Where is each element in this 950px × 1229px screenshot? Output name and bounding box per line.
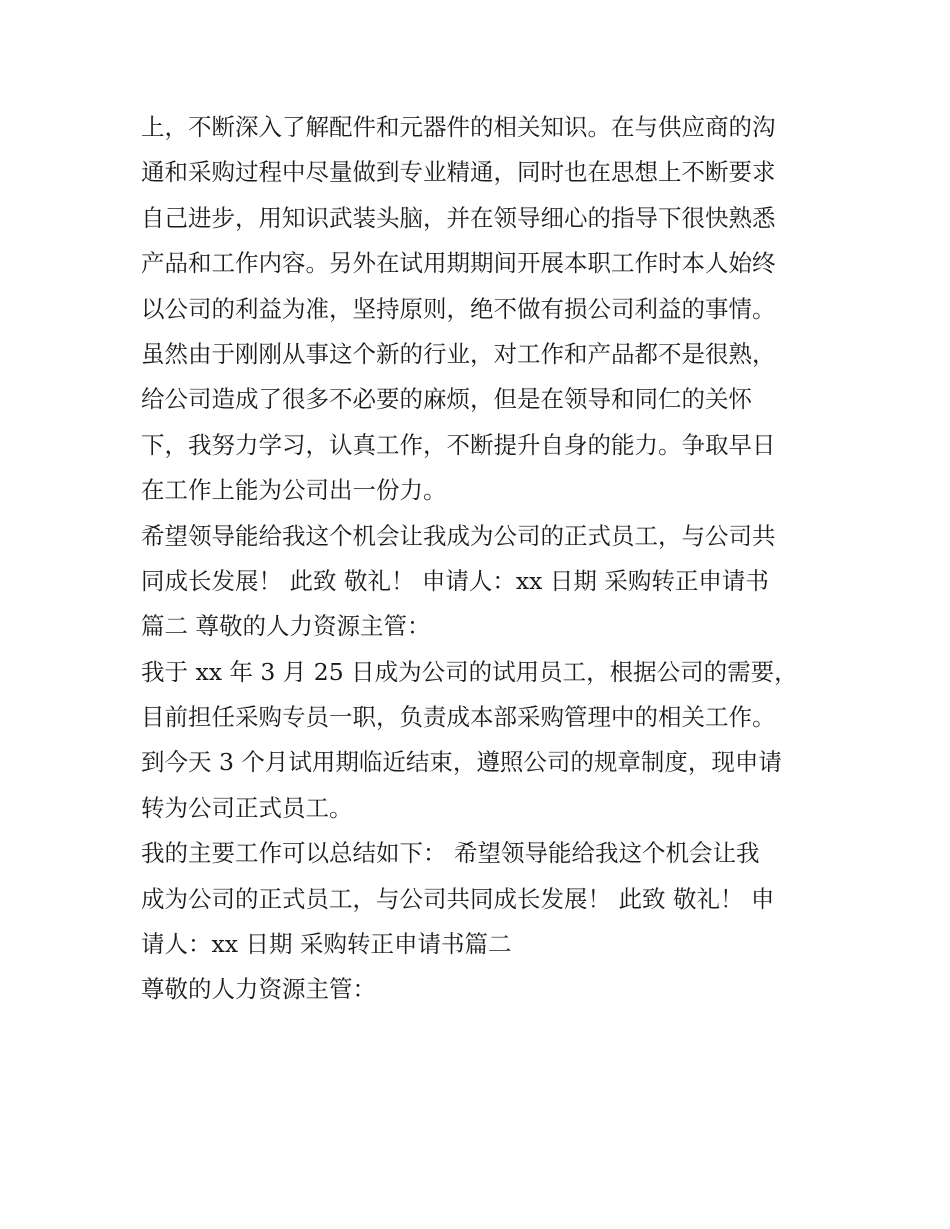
text-line: 成为公司的正式员工，与公司共同成长发展！ 此致 敬礼！ 申: [141, 884, 775, 913]
text-line: 篇二 尊敬的人力资源主管：: [141, 612, 431, 641]
document-body: [141, 105, 821, 1013]
text-line: 通和采购过程中尽量做到专业精通，同时也在思想上不断要求: [141, 158, 776, 187]
text-line: 我的主要工作可以总结如下： 希望领导能给我这个机会让我: [141, 839, 760, 868]
text-line: 虽然由于刚刚从事这个新的行业，对工作和产品都不是很熟，: [141, 339, 776, 368]
text-line: 在工作上能为公司出一份力。: [141, 476, 447, 505]
text-line: 尊敬的人力资源主管：: [141, 975, 376, 1004]
text-line: 转为公司正式员工。: [141, 793, 353, 822]
text-line: 上，不断深入了解配件和元器件的相关知识。在与供应商的沟: [141, 113, 776, 141]
text-line: 给公司造成了很多不必要的麻烦，但是在领导和同仁的关怀: [141, 385, 752, 414]
text-line: 到今天 3 个月试用期临近结束，遵照公司的规章制度，现申请: [141, 748, 782, 777]
text-line: 目前担任采购专员一职，负责成本部采购管理中的相关工作。: [141, 703, 776, 732]
text-line: 产品和工作内容。另外在试用期期间开展本职工作时本人始终: [141, 249, 776, 278]
text-line: 自己进步，用知识武装头脑，并在领导细心的指导下很快熟悉: [141, 203, 776, 232]
text-line: 以公司的利益为准，坚持原则，绝不做有损公司利益的事情。: [141, 294, 776, 323]
text-line: 下，我努力学习，认真工作，不断提升自身的能力。争取早日: [141, 430, 776, 459]
text-line: 请人：xx 日期 采购转正申请书篇二: [141, 930, 512, 959]
text-line: 希望领导能给我这个机会让我成为公司的正式员工，与公司共: [141, 521, 776, 550]
text-line: 我于 xx 年 3 月 25 日成为公司的试用员工，根据公司的需要，: [141, 657, 798, 686]
text-line: 同成长发展！ 此致 敬礼！ 申请人：xx 日期 采购转正申请书: [141, 566, 769, 595]
